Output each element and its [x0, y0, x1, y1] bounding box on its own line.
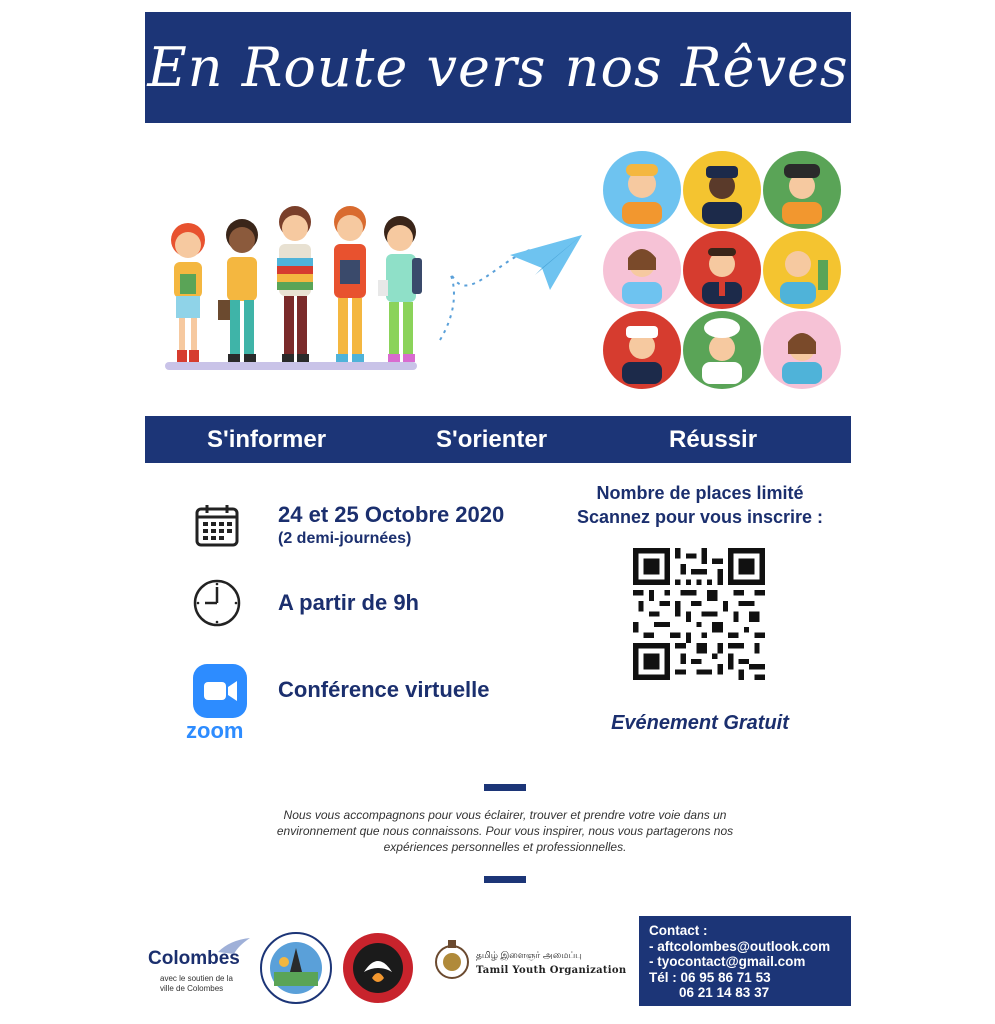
- profession-chef: [683, 311, 761, 389]
- step-reussir: Réussir: [669, 425, 758, 453]
- contact-email-1[interactable]: - aftcolombes@outlook.com: [649, 938, 831, 954]
- step-orienter: S'orienter: [436, 425, 548, 453]
- contact-phone-2[interactable]: 06 21 14 83 37: [679, 985, 770, 1000]
- divider-bottom: [484, 876, 526, 883]
- event-format: Conférence virtuelle: [278, 677, 490, 702]
- profession-firefighter: [763, 151, 841, 229]
- registration-heading: [560, 481, 840, 529]
- colombes-sub: avec le soutien de la ville de Colombes: [160, 974, 233, 993]
- event-date: 24 et 25 Octobre 2020: [278, 502, 505, 527]
- profession-businessman: [683, 231, 761, 309]
- tyo-emblem-logo: [434, 938, 470, 988]
- event-time: A partir de 9h: [278, 590, 419, 615]
- student-boy-orange: [334, 206, 366, 362]
- title-banner: [145, 12, 851, 123]
- student-girl-red-hair: [171, 223, 205, 362]
- profession-worker: [603, 151, 681, 229]
- zoom-label: zoom: [186, 718, 244, 743]
- zoom-icon: [193, 664, 247, 718]
- registration-scan: Scannez pour vous inscrire :: [576, 507, 824, 527]
- tyo-name: Tamil Youth Organization: [476, 965, 627, 976]
- profession-gardener: [763, 231, 841, 309]
- step-informer: S'informer: [207, 425, 327, 453]
- students-careers-illustration: [150, 140, 850, 410]
- registration-limited: Nombre de places limité: [596, 483, 804, 503]
- contact-label: Contact :: [649, 923, 708, 938]
- clock-icon: [192, 578, 242, 628]
- steps-banner: [145, 416, 851, 463]
- contact-email-2[interactable]: - tyocontact@gmail.com: [649, 954, 806, 969]
- dotted-flight-path: [440, 250, 530, 340]
- profession-flight-attendant: [763, 311, 841, 389]
- contact-box: [639, 916, 851, 1006]
- free-event-label: Evénement Gratuit: [611, 712, 789, 734]
- qr-code[interactable]: [633, 548, 765, 680]
- colombes-name: Colombes: [148, 948, 240, 969]
- divider-top: [484, 784, 526, 791]
- red-emblem-logo: [342, 932, 414, 1004]
- student-boy-books: [277, 206, 313, 362]
- profession-police: [683, 151, 761, 229]
- colombes-logo: [148, 936, 252, 1002]
- student-boy-yellow: [218, 219, 258, 362]
- tyo-tamil-name: தமிழ் இளைஞர் அமைப்பு: [476, 950, 582, 960]
- paper-plane-icon: [510, 235, 582, 290]
- contact-phone-1[interactable]: Tél : 06 95 86 71 53: [649, 969, 771, 985]
- ground-line: [165, 362, 417, 370]
- profession-pilot: [603, 311, 681, 389]
- event-date-note: (2 demi-journées): [278, 530, 412, 547]
- student-boy-backpack: [378, 216, 422, 362]
- association-seal-logo: [260, 932, 332, 1004]
- description-text: Nous vous accompagnons pour vous éclairer, trouver et prendre votre voie dans un environnement que nous connaissons. Pour vous inspirer, nous vous partagerons nos expériences personnelles et professionnelles.: [276, 808, 734, 854]
- calendar-icon: [194, 503, 240, 547]
- page-title: En Route vers nos Rêves: [147, 36, 849, 99]
- profession-doctor: [603, 231, 681, 309]
